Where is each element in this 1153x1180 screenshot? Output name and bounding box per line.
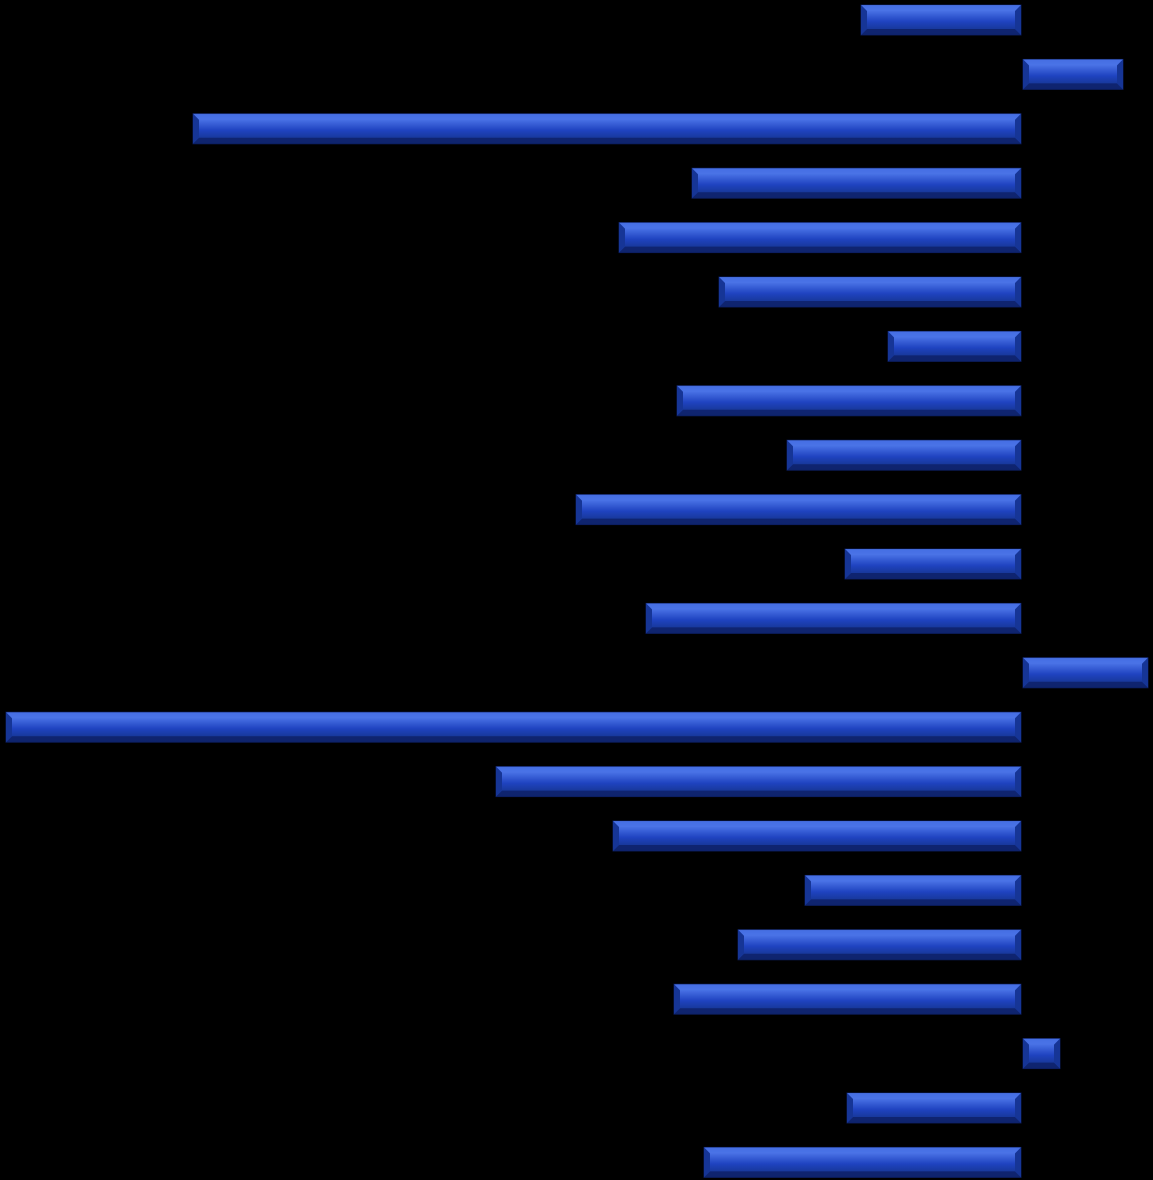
bar-17 [805, 875, 1021, 905]
bar-11 [845, 549, 1021, 579]
bar-bevel-top [805, 875, 1021, 881]
bar-bevel-bottom [692, 192, 1021, 198]
bar-bevel-bottom [805, 899, 1021, 905]
bar-18 [738, 930, 1021, 960]
bar-bevel-top [692, 168, 1021, 174]
bar-13 [1023, 658, 1148, 688]
bar-4 [692, 168, 1021, 198]
bar-bevel-top [861, 5, 1021, 11]
bar-bevel-bottom [738, 954, 1021, 960]
bar-bevel-top [677, 386, 1021, 392]
bar-bevel-top [719, 277, 1021, 283]
bar-bevel-top [845, 549, 1021, 555]
bar-bevel-top [193, 114, 1021, 120]
bar-bevel-bottom [6, 736, 1021, 742]
bar-6 [719, 277, 1021, 307]
bar-bevel-top [738, 930, 1021, 936]
bar-19 [674, 984, 1021, 1014]
bar-3 [193, 114, 1021, 144]
bar-bevel-top [576, 495, 1021, 501]
bar-bevel-bottom [719, 301, 1021, 307]
bar-15 [496, 767, 1021, 797]
bar-bevel-bottom [787, 464, 1021, 470]
bar-22 [704, 1147, 1021, 1177]
bar-10 [576, 495, 1021, 525]
bar-bevel-bottom [677, 410, 1021, 416]
bar-2 [1023, 59, 1123, 89]
bar-bevel-bottom [888, 355, 1021, 361]
bar-bevel-top [847, 1093, 1021, 1099]
bar-bevel-bottom [704, 1171, 1021, 1177]
bar-16 [613, 821, 1021, 851]
bar-bevel-bottom [576, 519, 1021, 525]
bar-bevel-top [6, 712, 1021, 718]
bar-bevel-top [619, 223, 1021, 229]
bar-bevel-bottom [1023, 1063, 1060, 1069]
bar-bevel-top [787, 440, 1021, 446]
bar-bevel-bottom [847, 1117, 1021, 1123]
bar-bevel-bottom [1023, 682, 1148, 688]
bar-bevel-bottom [496, 791, 1021, 797]
bar-21 [847, 1093, 1021, 1123]
bar-bevel-top [1023, 658, 1148, 664]
bar-bevel-bottom [861, 29, 1021, 35]
bar-8 [677, 386, 1021, 416]
bar-bevel-bottom [193, 138, 1021, 144]
bar-bevel-top [613, 821, 1021, 827]
bar-bevel-bottom [646, 627, 1021, 633]
bar-bevel-bottom [1023, 83, 1123, 89]
bar-20 [1023, 1039, 1060, 1069]
bar-14 [6, 712, 1021, 742]
bar-bevel-bottom [619, 247, 1021, 253]
bar-bevel-top [1023, 59, 1123, 65]
bar-7 [888, 331, 1021, 361]
bar-bevel-top [704, 1147, 1021, 1153]
bar-bevel-bottom [845, 573, 1021, 579]
bar-bevel-top [496, 767, 1021, 773]
bar-bevel-bottom [613, 845, 1021, 851]
bar-bevel-top [888, 331, 1021, 337]
bar-bevel-top [1023, 1039, 1060, 1045]
bar-bevel-top [674, 984, 1021, 990]
bar-12 [646, 603, 1021, 633]
bar-bevel-bottom [674, 1008, 1021, 1014]
bar-1 [861, 5, 1021, 35]
bar-bevel-top [646, 603, 1021, 609]
bar-5 [619, 223, 1021, 253]
bar-9 [787, 440, 1021, 470]
